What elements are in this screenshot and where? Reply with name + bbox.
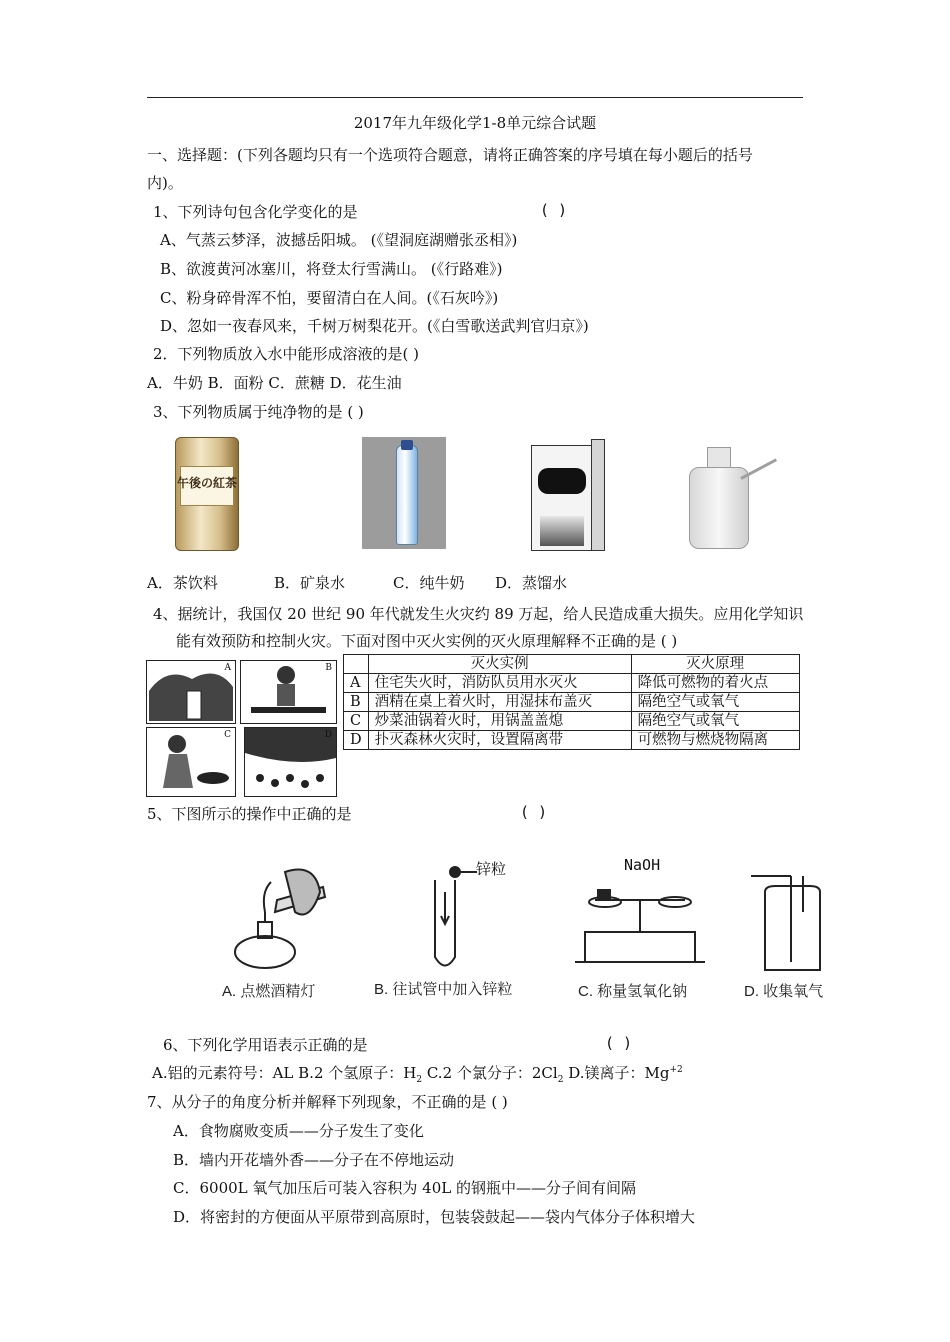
image-label-d: D	[324, 730, 332, 740]
table-row	[344, 712, 800, 731]
row-principle: 可燃物与燃烧物隔离	[631, 731, 799, 750]
row-example: 酒精在桌上着火时，用湿抹布盖灭	[368, 693, 631, 712]
q2-options[interactable]: A．牛奶 B．面粉 C．蔗糖 D．花生油	[147, 374, 402, 392]
fire-scene-a-image	[146, 660, 236, 724]
row-example: 住宅失火时，消防队员用水灭火	[368, 674, 631, 693]
q1-answer-paren[interactable]: ( )	[540, 201, 568, 219]
sub-2-a: 2	[416, 1075, 423, 1085]
row-principle: 隔绝空气或氧气	[631, 712, 799, 731]
row-example: 扑灭森林火灾时，设置隔离带	[368, 731, 631, 750]
q1-option-c[interactable]: C、粉身碎骨浑不怕，要留清白在人间。(《石灰吟》)	[160, 289, 499, 307]
zinc-label: 锌粒	[476, 861, 507, 878]
row-principle: 隔绝空气或氧气	[631, 693, 799, 712]
q5-stem: 5、下图所示的操作中正确的是	[147, 805, 352, 823]
q7-stem: 7、从分子的角度分析并解释下列现象，不正确的是 ( )	[147, 1093, 508, 1111]
caption-b: B. 往试管中加入锌粒	[374, 981, 513, 998]
image-label-a: A	[224, 663, 231, 673]
row-key: B	[344, 693, 369, 712]
can-label: 午後の紅茶	[176, 476, 237, 490]
table-row	[344, 693, 800, 712]
q2-stem: 2．下列物质放入水中能形成溶液的是( )	[153, 345, 420, 363]
page-title: 2017年九年级化学1-8单元综合试题	[353, 114, 597, 132]
table-header-row	[344, 655, 800, 674]
top-rule	[147, 97, 803, 98]
fire-scene-b-image	[240, 660, 337, 724]
q5-answer-paren[interactable]: ( )	[520, 803, 548, 821]
q3-option-b[interactable]: B．矿泉水	[274, 574, 346, 592]
fire-scene-c-image	[146, 727, 236, 797]
q6-options-b: C.2 个氯分子：2Cl	[422, 1064, 558, 1082]
tea-can-image	[175, 437, 239, 551]
q6-options-a: A.铝的元素符号：AL B.2 个氢原子：H	[152, 1064, 417, 1082]
q7-option-c[interactable]: C．6000L 氧气加压后可装入容积为 40L 的钢瓶中——分子间有间隔	[173, 1179, 636, 1197]
table-header-principle: 灭火原理	[631, 655, 799, 674]
image-label-c: C	[224, 730, 231, 740]
q3-option-a[interactable]: A．茶饮料	[147, 574, 218, 592]
q3-option-c[interactable]: C．纯牛奶	[393, 574, 465, 592]
caption-c: C. 称量氢氧化钠	[578, 983, 688, 1000]
q1-stem: 1、下列诗句包含化学变化的是	[153, 203, 358, 221]
q1-option-b[interactable]: B、欲渡黄河冰塞川，将登太行雪满山。 (《行路难》)	[160, 260, 503, 278]
naoh-label: NaOH	[624, 856, 661, 874]
q7-option-d[interactable]: D．将密封的方便面从平原带到高原时，包装袋鼓起——袋内气体分子体积增大	[173, 1208, 696, 1226]
section-heading-cont: 内)。	[147, 174, 183, 192]
fire-table	[343, 654, 800, 750]
q7-option-a[interactable]: A．食物腐败变质——分子发生了变化	[173, 1122, 424, 1140]
charge-superscript: +2	[669, 1065, 683, 1075]
row-key: C	[344, 712, 369, 731]
caption-d: D. 收集氧气	[744, 983, 824, 1000]
wash-bottle-image	[681, 437, 781, 549]
table-row	[344, 674, 800, 693]
q6-options[interactable]	[152, 1062, 683, 1085]
table-row	[344, 731, 800, 750]
section-heading: 一、选择题：(下列各题均只有一个选项符合题意，请将正确答案的序号填在每小题后的括号	[147, 146, 753, 164]
q1-option-a[interactable]: A、气蒸云梦泽，波撼岳阳城。 (《望洞庭湖赠张丞相》)	[160, 231, 518, 249]
q4-stem: 4、据统计，我国仅 20 世纪 90 年代就发生火灾约 89 万起，给人民造成重大损失。应用化学知识	[153, 605, 804, 623]
row-principle: 降低可燃物的着火点	[631, 674, 799, 693]
q3-stem: 3、下列物质属于纯净物的是 ( )	[153, 403, 364, 421]
row-example: 炒菜油锅着火时，用锅盖盖熄	[368, 712, 631, 731]
table-header-example: 灭火实例	[368, 655, 631, 674]
q7-option-b[interactable]: B．墙内开花墙外香——分子在不停地运动	[173, 1151, 455, 1169]
q3-option-d[interactable]: D．蒸馏水	[495, 574, 568, 592]
milk-carton-image	[531, 437, 603, 549]
mineral-water-image	[362, 437, 446, 549]
q6-answer-paren[interactable]: ( )	[605, 1034, 633, 1052]
caption-a: A. 点燃酒精灯	[222, 983, 316, 1000]
image-label-b: B	[325, 663, 332, 673]
row-key: D	[344, 731, 369, 750]
sub-2-b: 2	[557, 1075, 564, 1085]
fire-scene-d-image	[244, 727, 337, 797]
row-key: A	[344, 674, 369, 693]
q6-options-c: D.镁离子：Mg	[563, 1064, 670, 1082]
q4-stem-cont: 能有效预防和控制火灾。下面对图中灭火实例的灭火原理解释不正确的是 ( )	[176, 632, 678, 650]
q1-option-d[interactable]: D、忽如一夜春风来，千树万树梨花开。(《白雪歌送武判官归京》)	[160, 317, 589, 335]
lab-operations-figure	[215, 852, 835, 982]
q6-stem: 6、下列化学用语表示正确的是	[163, 1036, 368, 1054]
